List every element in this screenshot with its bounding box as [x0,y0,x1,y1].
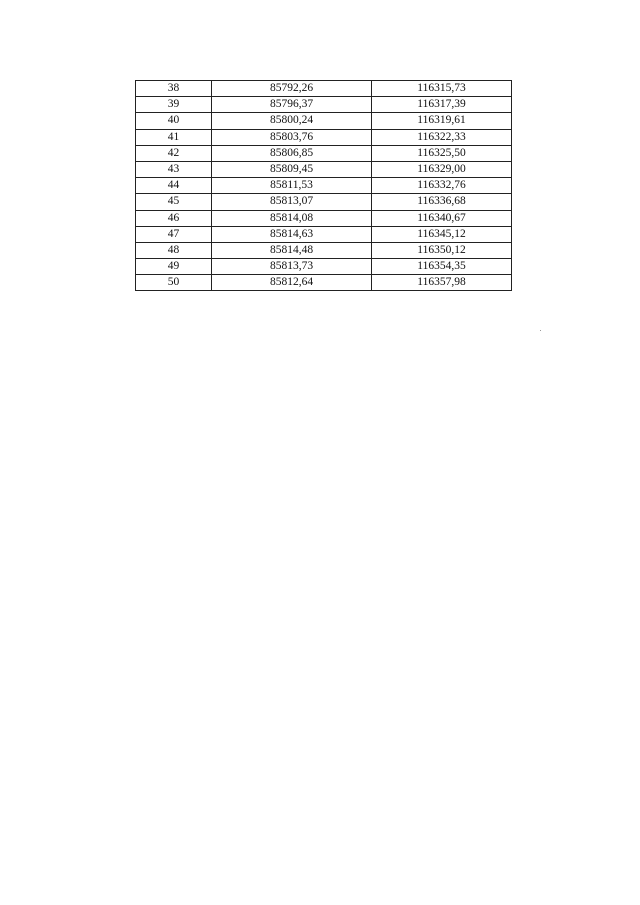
y-coordinate-cell: 116336,68 [372,194,512,210]
point-number-cell: 48 [136,242,212,258]
y-coordinate-cell: 116332,76 [372,178,512,194]
y-coordinate-cell: 116357,98 [372,275,512,291]
table-row [136,81,512,97]
scan-speck [540,330,541,331]
y-coordinate-cell: 116329,00 [372,161,512,177]
table-row [136,178,512,194]
y-coordinate-cell: 116322,33 [372,129,512,145]
point-number-cell: 41 [136,129,212,145]
x-coordinate-cell: 85813,73 [212,259,372,275]
table-row [136,194,512,210]
point-number-cell: 45 [136,194,212,210]
x-coordinate-cell: 85803,76 [212,129,372,145]
point-number-cell: 38 [136,81,212,97]
x-coordinate-cell: 85800,24 [212,113,372,129]
x-coordinate-cell: 85814,48 [212,242,372,258]
point-number-cell: 43 [136,161,212,177]
y-coordinate-cell: 116315,73 [372,81,512,97]
table-row [136,259,512,275]
table-row [136,275,512,291]
point-number-cell: 44 [136,178,212,194]
y-coordinate-cell: 116350,12 [372,242,512,258]
x-coordinate-cell: 85814,08 [212,210,372,226]
x-coordinate-cell: 85811,53 [212,178,372,194]
table-row [136,161,512,177]
x-coordinate-cell: 85812,64 [212,275,372,291]
table-row [136,145,512,161]
x-coordinate-cell: 85809,45 [212,161,372,177]
table-row [136,129,512,145]
x-coordinate-cell: 85796,37 [212,97,372,113]
table-row [136,210,512,226]
point-number-cell: 50 [136,275,212,291]
point-number-cell: 40 [136,113,212,129]
point-number-cell: 46 [136,210,212,226]
y-coordinate-cell: 116319,61 [372,113,512,129]
table-row [136,97,512,113]
coordinates-table [135,80,512,291]
y-coordinate-cell: 116325,50 [372,145,512,161]
y-coordinate-cell: 116345,12 [372,226,512,242]
x-coordinate-cell: 85806,85 [212,145,372,161]
x-coordinate-cell: 85814,63 [212,226,372,242]
y-coordinate-cell: 116354,35 [372,259,512,275]
table-row [136,226,512,242]
table-row [136,242,512,258]
point-number-cell: 47 [136,226,212,242]
y-coordinate-cell: 116317,39 [372,97,512,113]
point-number-cell: 42 [136,145,212,161]
x-coordinate-cell: 85813,07 [212,194,372,210]
point-number-cell: 49 [136,259,212,275]
point-number-cell: 39 [136,97,212,113]
y-coordinate-cell: 116340,67 [372,210,512,226]
table-row [136,113,512,129]
x-coordinate-cell: 85792,26 [212,81,372,97]
